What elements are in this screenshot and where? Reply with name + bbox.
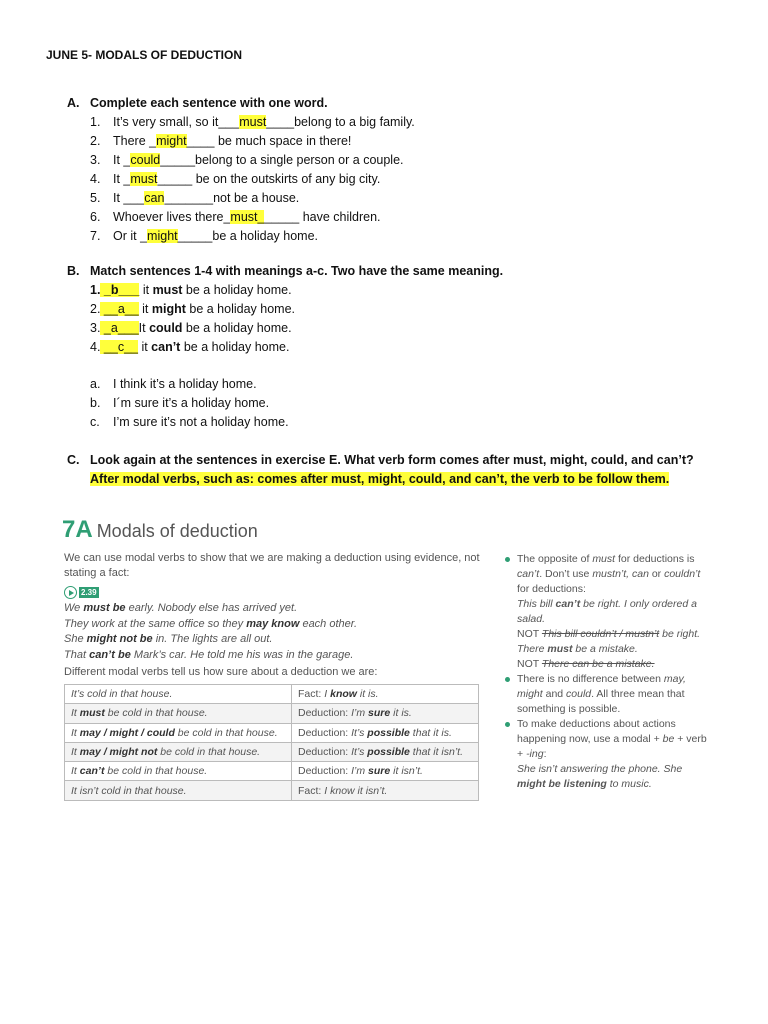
item-text-after: be a holiday home. [182, 321, 292, 335]
item-number: 1. [90, 115, 101, 129]
note-continuous: To make deductions about actions happening now, use a modal + be + verb + -ing: She isn’t answering the phone. She might be listening to music. [503, 717, 713, 792]
section-a-title: Complete each sentence with one word. [90, 96, 328, 110]
textbook-intro: We can use modal verbs to show that we are making a deduction using evidence, not stating a fact: [64, 552, 480, 579]
meaning-cell: Deduction: I’m sure it is. [292, 704, 479, 723]
item-text-before: It _ [113, 172, 131, 186]
sentence-cell: It may / might not be cold in that house. [65, 742, 292, 761]
item-text-before: it [138, 302, 152, 316]
exercise-b-item [90, 340, 289, 354]
section-c-heading [67, 453, 694, 467]
bullet-icon [505, 722, 510, 727]
item-answer: must [130, 172, 158, 186]
item-text-before: it [139, 283, 153, 297]
meaning-letter: a. [90, 377, 101, 391]
note-no-difference: There is no difference between may, might and could. All three mean that something is possible. [503, 672, 713, 717]
meaning-item [90, 415, 289, 429]
exercise-b-item [90, 283, 292, 297]
item-text-before: There _ [113, 134, 157, 148]
unit-title: Modals of deduction [96, 521, 258, 541]
meaning-item [90, 396, 269, 410]
item-text-after: _____ have children. [264, 210, 381, 224]
item-text-after: be a holiday home. [180, 340, 290, 354]
item-answer: must_ [230, 210, 265, 224]
section-b-letter: B. [67, 264, 80, 278]
item-answer: might [147, 229, 178, 243]
table-row [65, 762, 479, 781]
grammar-notes [503, 552, 713, 792]
example-sentence: They work at the same office so they may know each other. [64, 617, 358, 630]
exercise-a-item [90, 229, 318, 243]
item-text-before: It ___ [113, 191, 145, 205]
meaning-text: I think it’s a holiday home. [113, 377, 257, 391]
play-icon[interactable] [64, 586, 77, 599]
sentence-cell: It isn’t cold in that house. [65, 781, 292, 800]
item-answer: _a___ [100, 321, 139, 335]
item-text-after: _____ be on the outskirts of any big city. [157, 172, 381, 186]
item-number: 2. [90, 302, 101, 316]
item-answer: __c__ [100, 340, 138, 354]
item-text-after: _____belong to a single person or a couple. [160, 153, 404, 167]
item-answer: _b___ [100, 283, 140, 297]
table-row [65, 685, 479, 704]
item-text-after: _____be a holiday home. [177, 229, 319, 243]
exercise-a-item [90, 172, 380, 186]
audio-track[interactable] [64, 586, 99, 599]
item-answer: could [130, 153, 161, 167]
sentence-cell: It must be cold in that house. [65, 704, 292, 723]
textbook-title [62, 516, 258, 544]
item-number: 1. [90, 283, 101, 297]
table-row [65, 781, 479, 800]
meaning-text: I’m sure it’s not a holiday home. [113, 415, 289, 429]
meaning-cell: Deduction: I’m sure it isn’t. [292, 762, 479, 781]
section-c-title: Look again at the sentences in exercise E. What verb form comes after must, might, could, and can’t? [90, 453, 694, 467]
table-row [65, 723, 479, 742]
bullet-icon [505, 557, 510, 562]
item-number: 4. [90, 340, 101, 354]
audio-track-number: 2.39 [81, 588, 97, 597]
exercise-a-item [90, 191, 299, 205]
item-answer: must [239, 115, 267, 129]
unit-number: 7A [62, 516, 93, 543]
table-row [65, 742, 479, 761]
item-text-after: be a holiday home. [182, 283, 292, 297]
item-modal: could [149, 321, 183, 335]
textbook-subheading: Different modal verbs tell us how sure about a deduction we are: [64, 666, 378, 678]
exercise-a-item [90, 134, 351, 148]
document-title: JUNE 5- MODALS OF DEDUCTION [46, 48, 243, 62]
section-a-letter: A. [67, 96, 80, 110]
example-sentence: That can’t be Mark’s car. He told me his was in the garage. [64, 648, 354, 661]
meaning-cell: Deduction: It’s possible that it is. [292, 723, 479, 742]
section-b-heading [67, 264, 503, 278]
section-c-letter: C. [67, 453, 80, 467]
section-b-title: Match sentences 1-4 with meanings a-c. Two have the same meaning. [90, 264, 504, 278]
meaning-item [90, 377, 257, 391]
item-number: 6. [90, 210, 101, 224]
item-number: 3. [90, 321, 101, 335]
item-text-before: It _ [113, 153, 131, 167]
note-opposite: The opposite of must for deductions is can’t. Don’t use mustn’t, can or couldn’t for deductions: This bill can’t be right. I only ordered a salad. NOT This bill couldn’t / mustn’t be right. There must be a mistake. NOT There can be a mistake. [503, 552, 713, 672]
item-text-before: Whoever lives there_ [113, 210, 231, 224]
meaning-letter: c. [90, 415, 100, 429]
meaning-text: I´m sure it’s a holiday home. [113, 396, 270, 410]
item-answer: __a__ [100, 302, 139, 316]
exercise-a-item [90, 153, 404, 167]
item-number: 4. [90, 172, 101, 186]
bullet-icon [505, 677, 510, 682]
item-number: 7. [90, 229, 101, 243]
exercise-b-item [90, 321, 292, 335]
meaning-letter: b. [90, 396, 101, 410]
item-number: 3. [90, 153, 101, 167]
item-answer: can [144, 191, 165, 205]
sentence-cell: It can’t be cold in that house. [65, 762, 292, 781]
item-text-before: It’s very small, so it___ [113, 115, 240, 129]
example-sentence: We must be early. Nobody else has arrived yet. [64, 602, 298, 614]
meaning-cell: Deduction: It’s possible that it isn’t. [292, 742, 479, 761]
item-number: 2. [90, 134, 101, 148]
item-text-before: it [137, 340, 152, 354]
item-answer: might [156, 134, 187, 148]
sentence-cell: It may / might / could be cold in that house. [65, 723, 292, 742]
meaning-cell: Fact: I know it is. [292, 685, 479, 704]
meaning-cell: Fact: I know it isn’t. [292, 781, 479, 800]
item-modal: can’t [151, 340, 181, 354]
item-text-before: Or it _ [113, 229, 148, 243]
item-text-after: ____belong to a big family. [266, 115, 415, 129]
table-row [65, 704, 479, 723]
item-text-after: be a holiday home. [185, 302, 296, 316]
item-modal: must [152, 283, 183, 297]
section-c-answer: After modal verbs, such as: comes after must, might, could, and can’t, the verb to be follow them. [90, 472, 670, 486]
item-text-after: _______not be a house. [164, 191, 300, 205]
example-sentence: She might not be in. The lights are all out. [64, 633, 273, 645]
item-number: 5. [90, 191, 101, 205]
exercise-a-item [90, 210, 381, 224]
sentence-cell: It’s cold in that house. [65, 685, 292, 704]
exercise-b-item [90, 302, 295, 316]
deduction-table [64, 684, 479, 801]
section-a-heading [67, 96, 328, 110]
exercise-a-item [90, 115, 415, 129]
item-text-after: ____ be much space in there! [186, 134, 352, 148]
item-text-before: It [138, 321, 150, 335]
item-modal: might [151, 302, 186, 316]
